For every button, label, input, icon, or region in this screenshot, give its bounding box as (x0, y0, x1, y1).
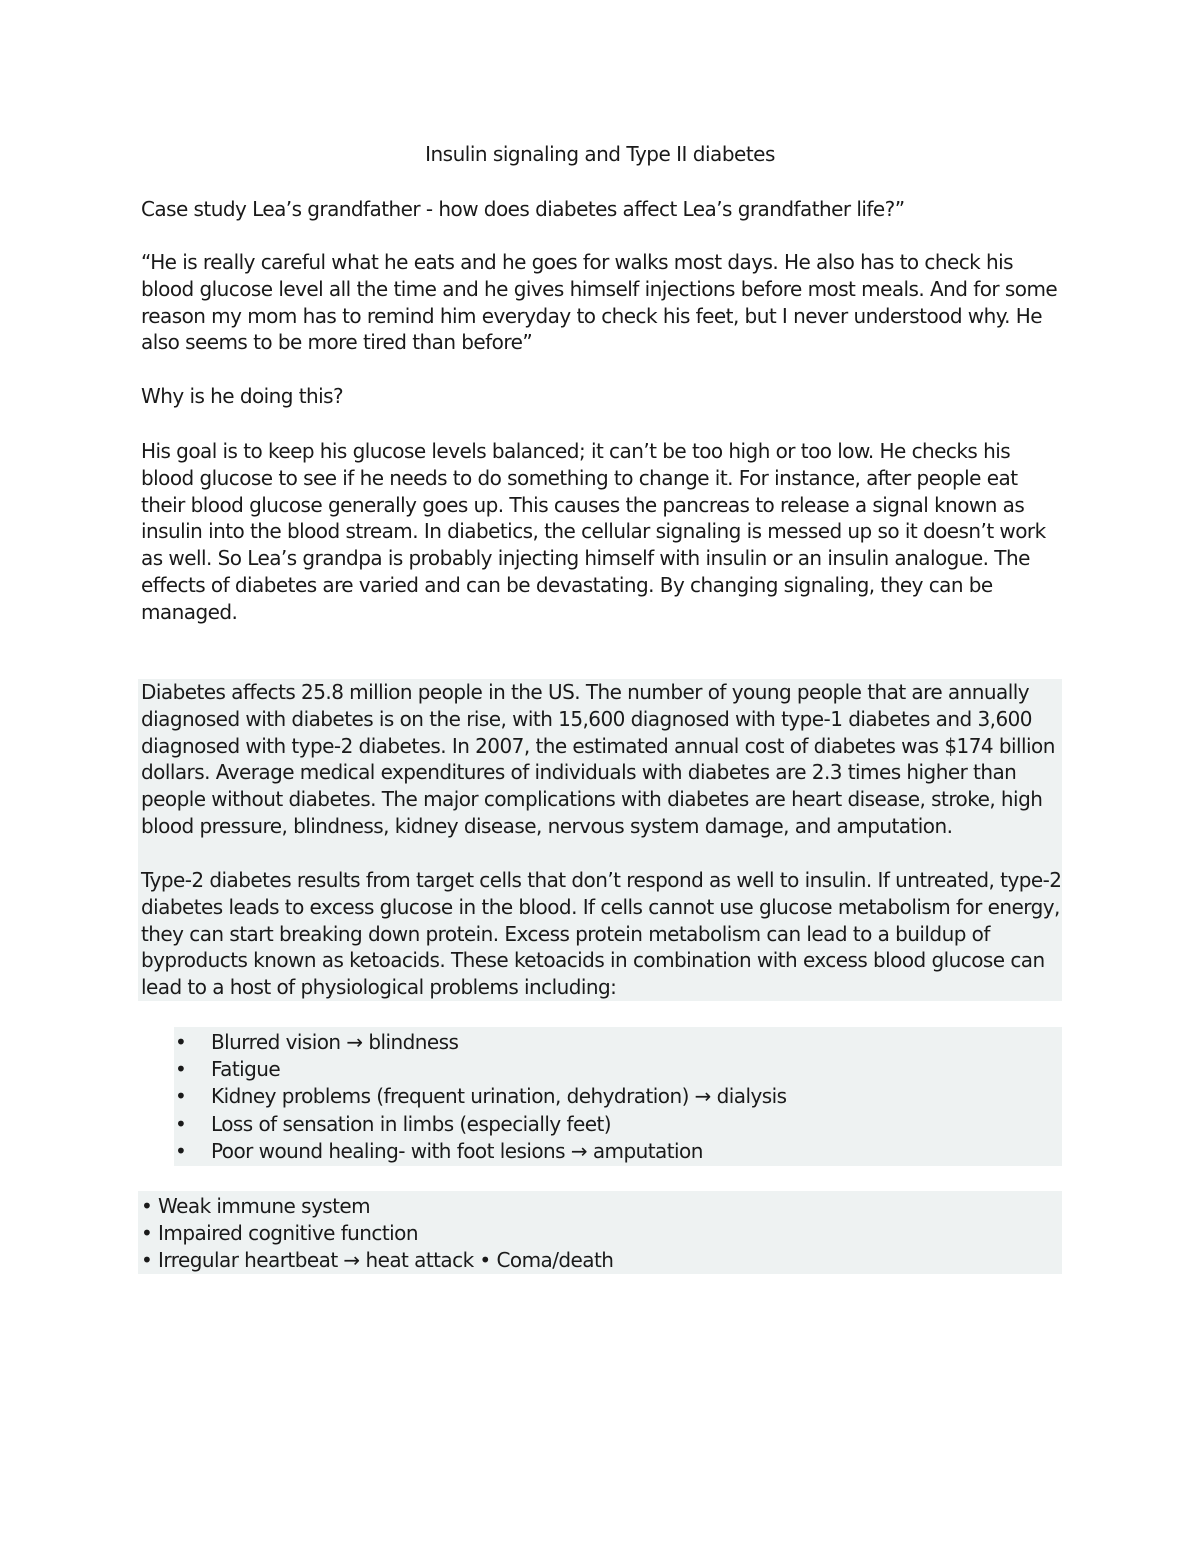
list-item (174, 1111, 1054, 1138)
list-item-text: Blurred vision → blindness (211, 1030, 459, 1054)
case-study-question: Case study Lea’s grandfather - how does diabetes affect Lea’s grandfather life?” (141, 197, 905, 221)
bullet-icon: • (175, 1084, 187, 1109)
goal-explanation: His goal is to keep his glucose levels balanced; it can’t be too high or too low. He checks his blood glucose to see if he needs to do something to change it. For instance, after people eat their blood glucose generally goes up. This causes the pancreas to release a signal known as insulin into the blood stream. In diabetics, the cellular signaling is messed up so it doesn’t work as well. So Lea’s grandpa is probably injecting himself with insulin or an insulin analogue. The effects of diabetes are varied and can be devastating. By changing signaling, they can be managed. (141, 439, 1046, 624)
list-item-text: Kidney problems (frequent urination, dehydration) → dialysis (211, 1084, 787, 1109)
list-item-text: Fatigue (211, 1057, 281, 1082)
additional-complications (141, 1193, 1056, 1275)
extra-line: • Weak immune system (141, 1194, 371, 1218)
grandchild-quote: “He is really careful what he eats and he goes for walks most days. He also has to check his blood glucose level all the time and he gives himself injections before most meals. And for some reason my mom has to remind him everyday to check his feet, but I never understood why. He also seems to be more tired than before” (141, 250, 1058, 355)
type2-explanation: Type-2 diabetes results from target cells that don’t respond as well to insulin. If untreated, type-2 diabetes leads to excess glucose in the blood. If cells cannot use glucose metabolism for energy, they can start breaking down protein. Excess protein metabolism can lead to a buildup of byproducts known as ketoacids. These ketoacids in combination with excess blood glucose can lead to a host of physiological problems including: (141, 868, 1062, 1000)
extra-line: • Irregular heartbeat → heat attack • Coma/death (141, 1248, 614, 1273)
list-item (174, 1056, 1054, 1083)
why-question: Why is he doing this? (141, 384, 344, 408)
list-item (174, 1029, 1054, 1056)
bullet-icon: • (175, 1138, 187, 1163)
bullet-icon: • (175, 1111, 187, 1136)
list-item (174, 1138, 1054, 1165)
diabetes-statistics: Diabetes affects 25.8 million people in the US. The number of young people that are annually diagnosed with diabetes is on the rise, with 15,600 diagnosed with type-1 diabetes and 3,600 diagnosed with type-2 diabetes. In 2007, the estimated annual cost of diabetes was $174 billion dollars. Average medical expenditures of individuals with diabetes are 2.3 times higher than people without diabetes. The major complications with diabetes are heart disease, stroke, high blood pressure, blindness, kidney disease, nervous system damage, and amputation. (141, 680, 1055, 838)
extra-line: • Impaired cognitive function (141, 1221, 418, 1246)
list-item (174, 1083, 1054, 1110)
bullet-icon: • (175, 1057, 187, 1082)
problems-list (174, 1029, 1054, 1165)
bullet-icon: • (175, 1030, 187, 1054)
list-item-text: Loss of sensation in limbs (especially feet) (211, 1111, 611, 1136)
document-title: Insulin signaling and Type II diabetes (425, 142, 775, 166)
list-item-text: Poor wound healing- with foot lesions → amputation (211, 1138, 703, 1163)
